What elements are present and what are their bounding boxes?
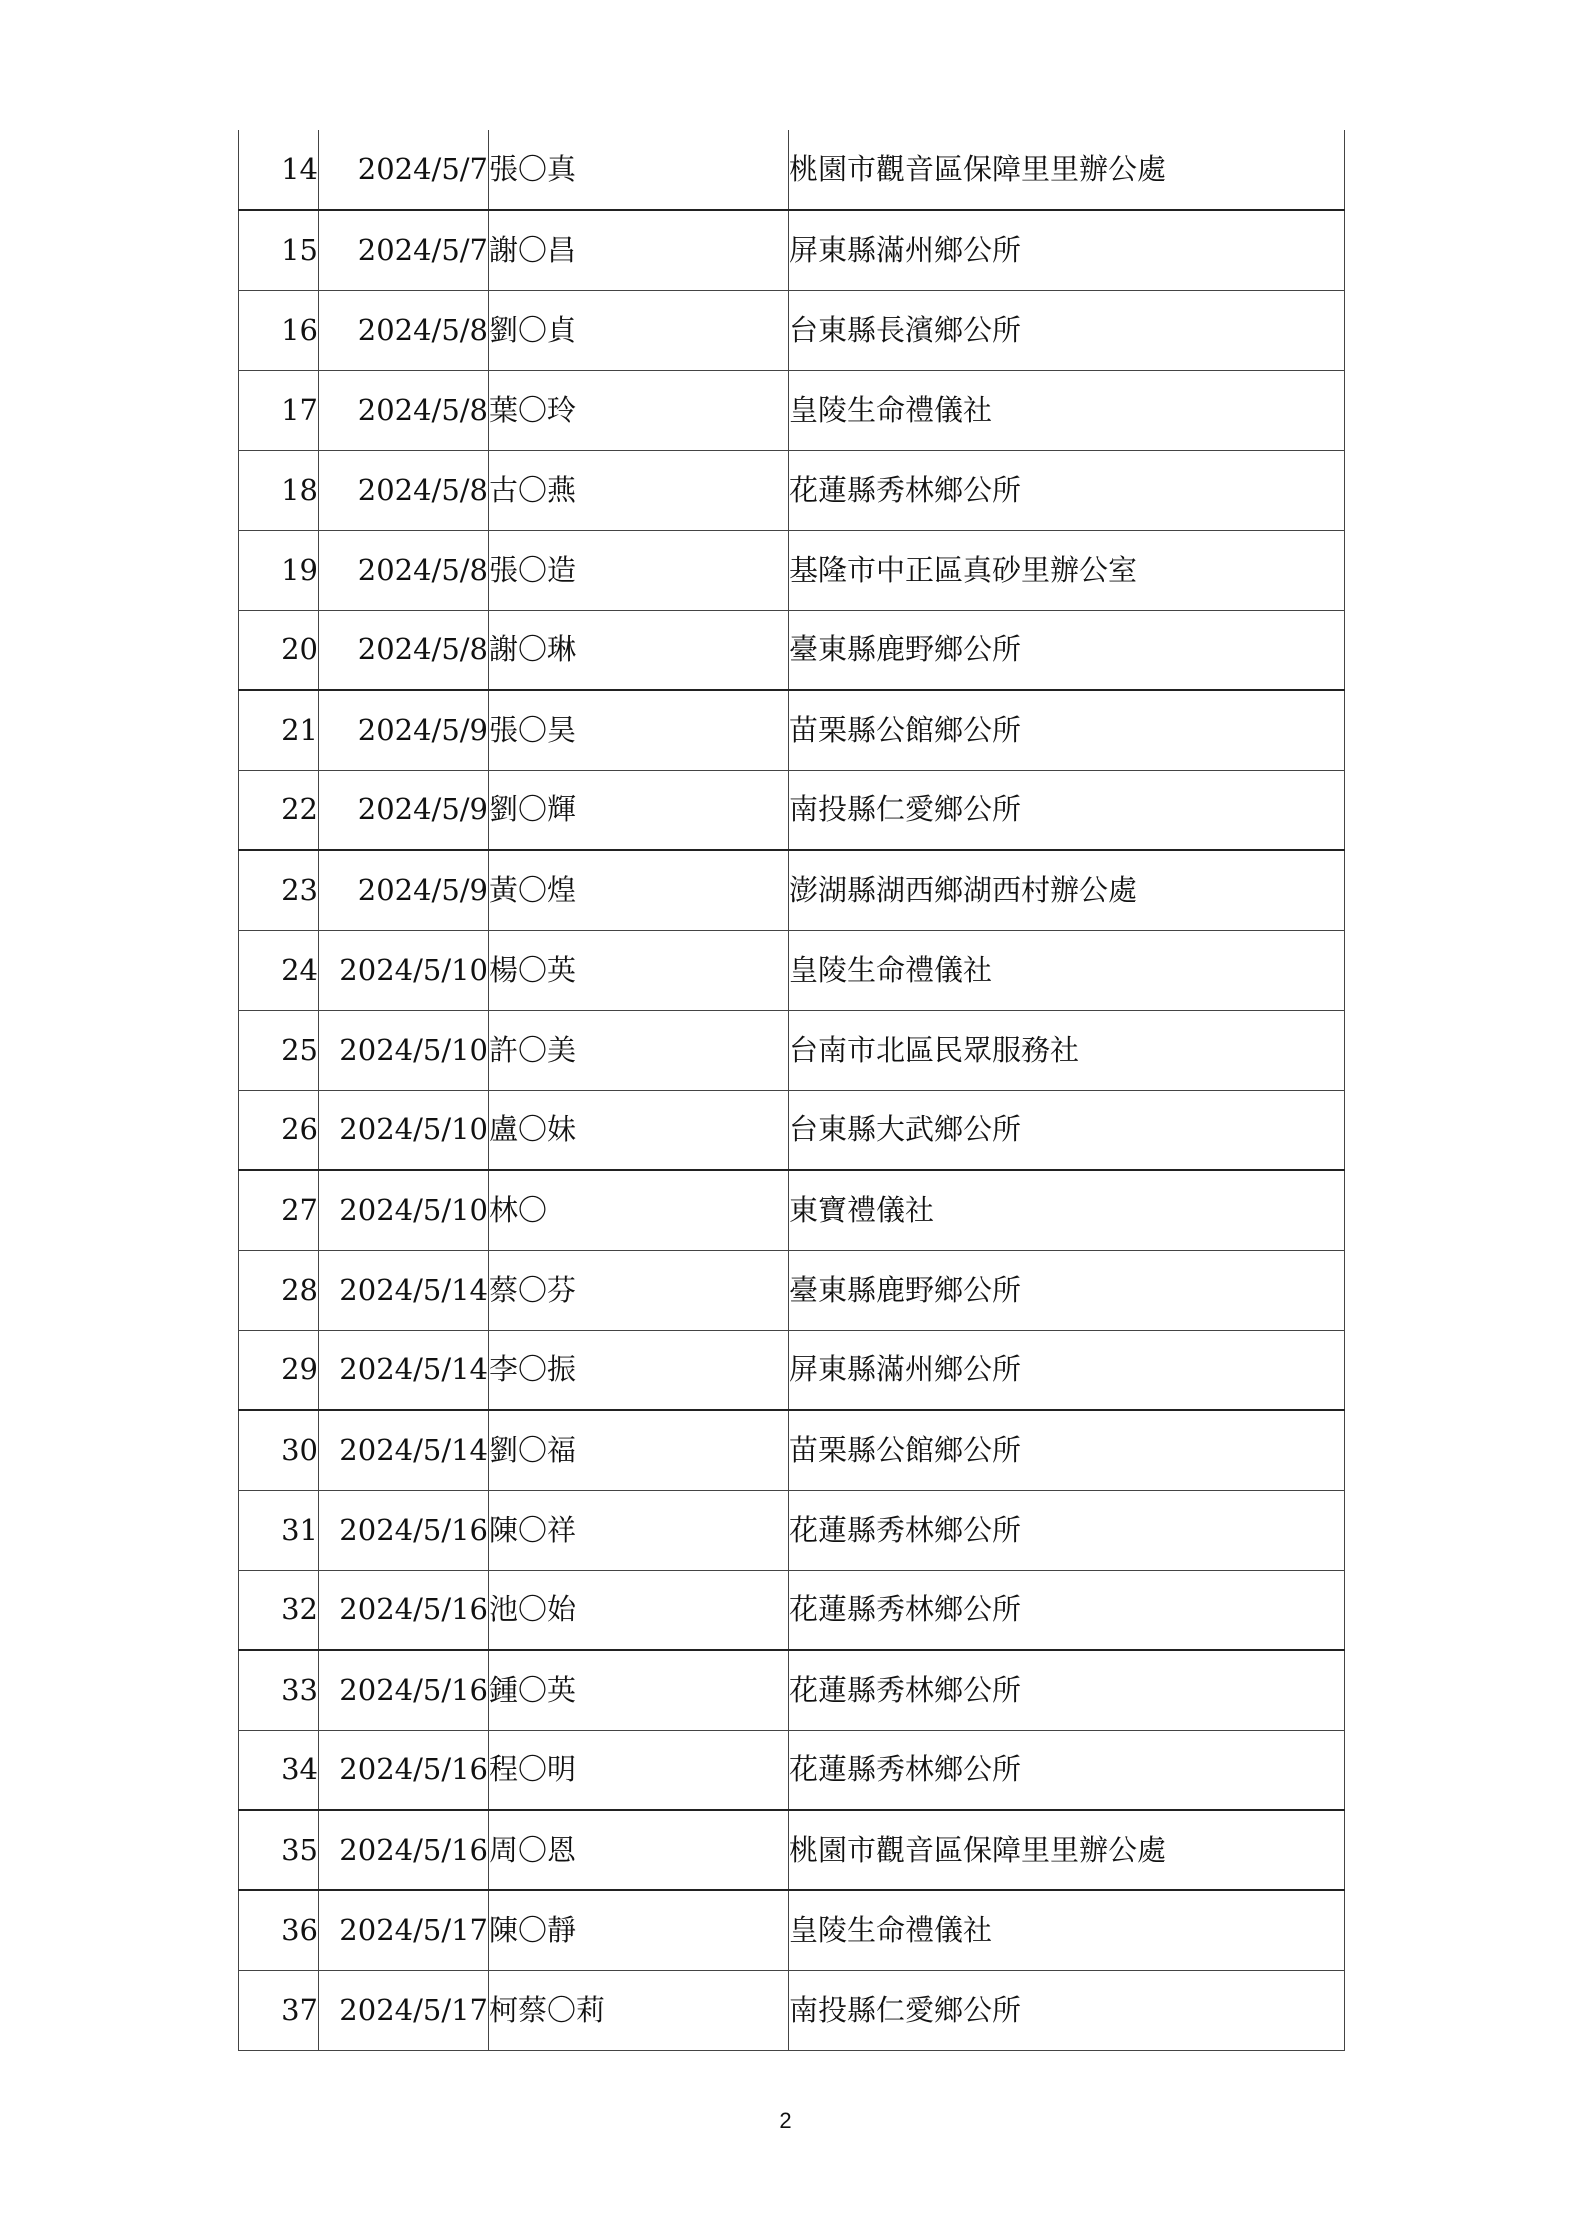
table-row: [239, 1970, 1345, 2050]
row-organization: 屏東縣滿州鄉公所: [789, 210, 1345, 290]
table-row: [239, 1170, 1345, 1250]
table-row: [239, 1250, 1345, 1330]
row-name: 李〇振: [489, 1330, 789, 1410]
row-number: 34: [239, 1730, 319, 1810]
row-date: 2024/5/8: [319, 290, 489, 370]
row-number: 18: [239, 450, 319, 530]
row-organization: 基隆市中正區真砂里辦公室: [789, 530, 1345, 610]
table-row: [239, 450, 1345, 530]
row-organization: 台南市北區民眾服務社: [789, 1010, 1345, 1090]
row-organization: 東寶禮儀社: [789, 1170, 1345, 1250]
row-organization: 苗栗縣公館鄉公所: [789, 1410, 1345, 1490]
row-date: 2024/5/8: [319, 450, 489, 530]
table-row: [239, 1330, 1345, 1410]
row-name: 劉〇輝: [489, 770, 789, 850]
row-date: 2024/5/9: [319, 850, 489, 930]
row-date: 2024/5/7: [319, 130, 489, 210]
row-name: 柯蔡〇莉: [489, 1970, 789, 2050]
row-organization: 皇陵生命禮儀社: [789, 930, 1345, 1010]
row-name: 盧〇妹: [489, 1090, 789, 1170]
row-date: 2024/5/16: [319, 1730, 489, 1810]
row-name: 林〇: [489, 1170, 789, 1250]
row-name: 鍾〇英: [489, 1650, 789, 1730]
row-organization: 花蓮縣秀林鄉公所: [789, 1490, 1345, 1570]
row-number: 20: [239, 610, 319, 690]
row-number: 21: [239, 690, 319, 770]
row-number: 23: [239, 850, 319, 930]
row-number: 36: [239, 1890, 319, 1970]
table-row: [239, 1890, 1345, 1970]
row-date: 2024/5/17: [319, 1890, 489, 1970]
row-name: 陳〇祥: [489, 1490, 789, 1570]
row-name: 劉〇貞: [489, 290, 789, 370]
row-name: 周〇恩: [489, 1810, 789, 1890]
table-row: [239, 1010, 1345, 1090]
row-organization: 桃園市觀音區保障里里辦公處: [789, 130, 1345, 210]
row-name: 蔡〇芬: [489, 1250, 789, 1330]
row-name: 葉〇玲: [489, 370, 789, 450]
row-number: 27: [239, 1170, 319, 1250]
row-organization: 南投縣仁愛鄉公所: [789, 770, 1345, 850]
row-name: 劉〇福: [489, 1410, 789, 1490]
row-name: 謝〇昌: [489, 210, 789, 290]
table-row: [239, 1570, 1345, 1650]
row-date: 2024/5/10: [319, 1010, 489, 1090]
row-date: 2024/5/16: [319, 1810, 489, 1890]
row-organization: 台東縣長濱鄉公所: [789, 290, 1345, 370]
row-name: 張〇造: [489, 530, 789, 610]
row-number: 17: [239, 370, 319, 450]
row-organization: 苗栗縣公館鄉公所: [789, 690, 1345, 770]
row-organization: 皇陵生命禮儀社: [789, 1890, 1345, 1970]
row-number: 14: [239, 130, 319, 210]
row-name: 陳〇靜: [489, 1890, 789, 1970]
row-date: 2024/5/7: [319, 210, 489, 290]
row-number: 22: [239, 770, 319, 850]
row-date: 2024/5/8: [319, 370, 489, 450]
row-organization: 屏東縣滿州鄉公所: [789, 1330, 1345, 1410]
row-name: 許〇美: [489, 1010, 789, 1090]
row-number: 29: [239, 1330, 319, 1410]
table-row: [239, 370, 1345, 450]
row-name: 張〇真: [489, 130, 789, 210]
table-row: [239, 1490, 1345, 1570]
row-organization: 花蓮縣秀林鄉公所: [789, 1730, 1345, 1810]
row-organization: 臺東縣鹿野鄉公所: [789, 610, 1345, 690]
table-row: [239, 930, 1345, 1010]
row-number: 37: [239, 1970, 319, 2050]
records-table-body: [239, 130, 1345, 2050]
table-row: [239, 130, 1345, 210]
row-organization: 花蓮縣秀林鄉公所: [789, 450, 1345, 530]
row-date: 2024/5/17: [319, 1970, 489, 2050]
table-row: [239, 290, 1345, 370]
table-row: [239, 1730, 1345, 1810]
row-date: 2024/5/8: [319, 530, 489, 610]
row-name: 謝〇琳: [489, 610, 789, 690]
row-organization: 花蓮縣秀林鄉公所: [789, 1650, 1345, 1730]
row-date: 2024/5/16: [319, 1570, 489, 1650]
row-organization: 花蓮縣秀林鄉公所: [789, 1570, 1345, 1650]
row-number: 16: [239, 290, 319, 370]
row-name: 古〇燕: [489, 450, 789, 530]
row-number: 25: [239, 1010, 319, 1090]
row-date: 2024/5/10: [319, 930, 489, 1010]
page-number: 2: [779, 2108, 792, 2133]
row-number: 26: [239, 1090, 319, 1170]
table-row: [239, 210, 1345, 290]
table-row: [239, 610, 1345, 690]
records-table: [238, 130, 1345, 2051]
row-name: 池〇始: [489, 1570, 789, 1650]
row-date: 2024/5/10: [319, 1090, 489, 1170]
table-row: [239, 1410, 1345, 1490]
table-row: [239, 850, 1345, 930]
table-row: [239, 530, 1345, 610]
row-date: 2024/5/9: [319, 690, 489, 770]
row-organization: 臺東縣鹿野鄉公所: [789, 1250, 1345, 1330]
row-number: 35: [239, 1810, 319, 1890]
row-number: 19: [239, 530, 319, 610]
row-date: 2024/5/14: [319, 1250, 489, 1330]
row-name: 楊〇英: [489, 930, 789, 1010]
row-date: 2024/5/16: [319, 1490, 489, 1570]
table-row: [239, 690, 1345, 770]
row-organization: 桃園市觀音區保障里里辦公處: [789, 1810, 1345, 1890]
row-date: 2024/5/14: [319, 1330, 489, 1410]
row-number: 32: [239, 1570, 319, 1650]
row-name: 程〇明: [489, 1730, 789, 1810]
table-row: [239, 1090, 1345, 1170]
table-row: [239, 770, 1345, 850]
row-name: 張〇昊: [489, 690, 789, 770]
row-number: 31: [239, 1490, 319, 1570]
row-organization: 皇陵生命禮儀社: [789, 370, 1345, 450]
table-row: [239, 1810, 1345, 1890]
row-organization: 澎湖縣湖西鄉湖西村辦公處: [789, 850, 1345, 930]
row-number: 24: [239, 930, 319, 1010]
row-number: 33: [239, 1650, 319, 1730]
row-number: 15: [239, 210, 319, 290]
row-number: 30: [239, 1410, 319, 1490]
row-date: 2024/5/14: [319, 1410, 489, 1490]
table-row: [239, 1650, 1345, 1730]
row-organization: 南投縣仁愛鄉公所: [789, 1970, 1345, 2050]
row-date: 2024/5/9: [319, 770, 489, 850]
row-organization: 台東縣大武鄉公所: [789, 1090, 1345, 1170]
row-date: 2024/5/16: [319, 1650, 489, 1730]
row-number: 28: [239, 1250, 319, 1330]
row-date: 2024/5/8: [319, 610, 489, 690]
row-date: 2024/5/10: [319, 1170, 489, 1250]
row-name: 黃〇煌: [489, 850, 789, 930]
